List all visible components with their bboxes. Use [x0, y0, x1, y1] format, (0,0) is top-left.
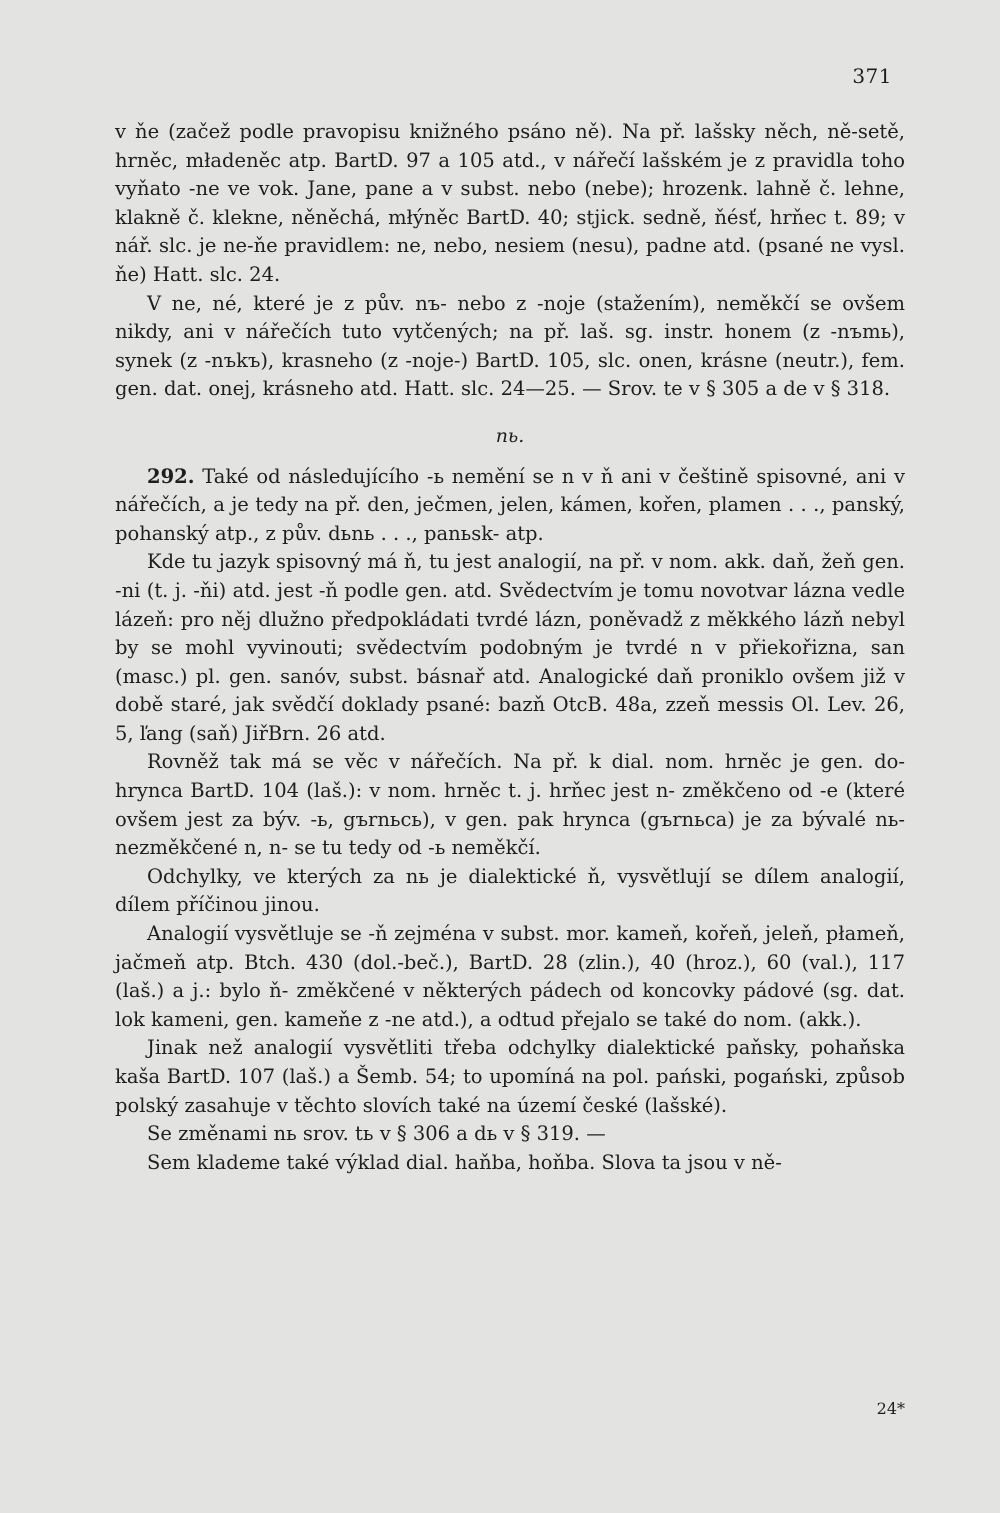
paragraph-text: Také od následujícího -ь nemění se n v ň ani v češtině spisovné, ani v nářečích, a je tedy na př. den, ječmen, jelen, kámen, kořen, plamen . . ., panský, pohanský atp., z pův. dьnь . . ., panьsk- atp.: [115, 464, 905, 545]
section-heading: nь.: [495, 424, 525, 447]
paragraph: Jinak než analogií vysvětliti třeba odchylky dialektické paňsky, pohaňska kaša BartD. 107 (laš.) a Šemb. 54; to upomíná na pol. pański, pogański, způsob polský zasahuje v těchto slovích také na území české (lašské).: [115, 1036, 905, 1117]
paragraph: V ne, né, které je z pův. nъ- nebo z -noje (stažením), neměkčí se ovšem nikdy, ani v nářečích tuto vytčených; na př. laš. sg. instr. honem (z -nъmь), synek (z -nъkъ), krasneho (z -noje-) BartD. 105, slc. onen, krásne (neutr.), fem. gen. dat. onej, krásneho atd. Hatt. slc. 24—25. — Srov. te v § 305 a de v § 318.: [115, 291, 905, 401]
paragraph: Analogií vysvětluje se -ň zejména v subst. mor. kameň, kořeň, jeleň, płameň, jačmeň atp. Btch. 430 (dol.-beč.), BartD. 28 (zlin.), 40 (hroz.), 60 (val.), 117 (laš.) a j.: bylo ň- změkčené v některých pádech od koncovky pádové (sg. dat. lok kameni, gen. kameňe z -ne atd.), a odtud přejalo se také do nom. (akk.).: [115, 922, 905, 1031]
paragraph: Odchylky, ve kterých za nь je dialektické ň, vysvětlují se dílem analogií, dílem příčinou jinou.: [115, 864, 905, 917]
section-number: 292.: [147, 464, 195, 488]
paragraph: v ňe (začež podle pravopisu knižného psáno ně). Na př. lašsky něch, ně-setě, hrněc, mładeněc atp. BartD. 97 a 105 atd., v nářečí lašském je z pravidla toho vyňato -ne ve vok. Jane, pane a v subst. nebo (nebe); hrozenk. lahně č. lehne, klakně č. klekne, něněchá, młýněc BartD. 40; stjick. sedně, ňésť, hrňec t. 89; v nář. slc. je ne-ňe pravidlem: ne, nebo, nesiem (nesu), padne atd. (psané ne vysl. ňe) Hatt. slc. 24.: [115, 120, 905, 286]
paragraph-numbered: [115, 463, 905, 549]
signature-mark: 24*: [876, 1399, 905, 1418]
main-text: [115, 118, 905, 1177]
page-number: 371: [852, 64, 892, 88]
paragraph: Sem klademe také výklad dial. haňba, hoňba. Slova ta jsou v ně-: [147, 1150, 782, 1174]
paragraph: Se změnami nь srov. tь v § 306 a dь v § 319. —: [147, 1122, 606, 1146]
paragraph: Rovněž tak má se věc v nářečích. Na př. k dial. nom. hrněc je gen. do-hrynca BartD. 104 (laš.): v nom. hrněc t. j. hrňec jest n- změkčeno od -e (které ovšem jest za býv. -ь, gъrnьcь), v gen. pak hrynca (gъrnьca) je za bývalé nь- nezměkčené n, n- se tu tedy od -ь neměkčí.: [115, 750, 905, 860]
paragraph: Kde tu jazyk spisovný má ň, tu jest analogií, na př. v nom. akk. daň, žeň gen. -ni (t. j. -ňi) atd. jest -ň podle gen. atd. Svědectvím je tomu novotvar lázna vedle lázeň: pro něj dlužno předpokládati tvrdé lázn, poněvadž z měkkého lázň nebyl by se mohl vyvinouti; svědectvím podobným je tvrdé n v přiekořizna, san (masc.) pl. gen. sanóv, subst. básnař atd. Analogické daň proniklo ovšem již v době staré, jak svědčí doklady psané: bazň OtcB. 48a, zzeň messis Ol. Lev. 26, 5, ľang (saň) JiřBrn. 26 atd.: [115, 550, 905, 745]
